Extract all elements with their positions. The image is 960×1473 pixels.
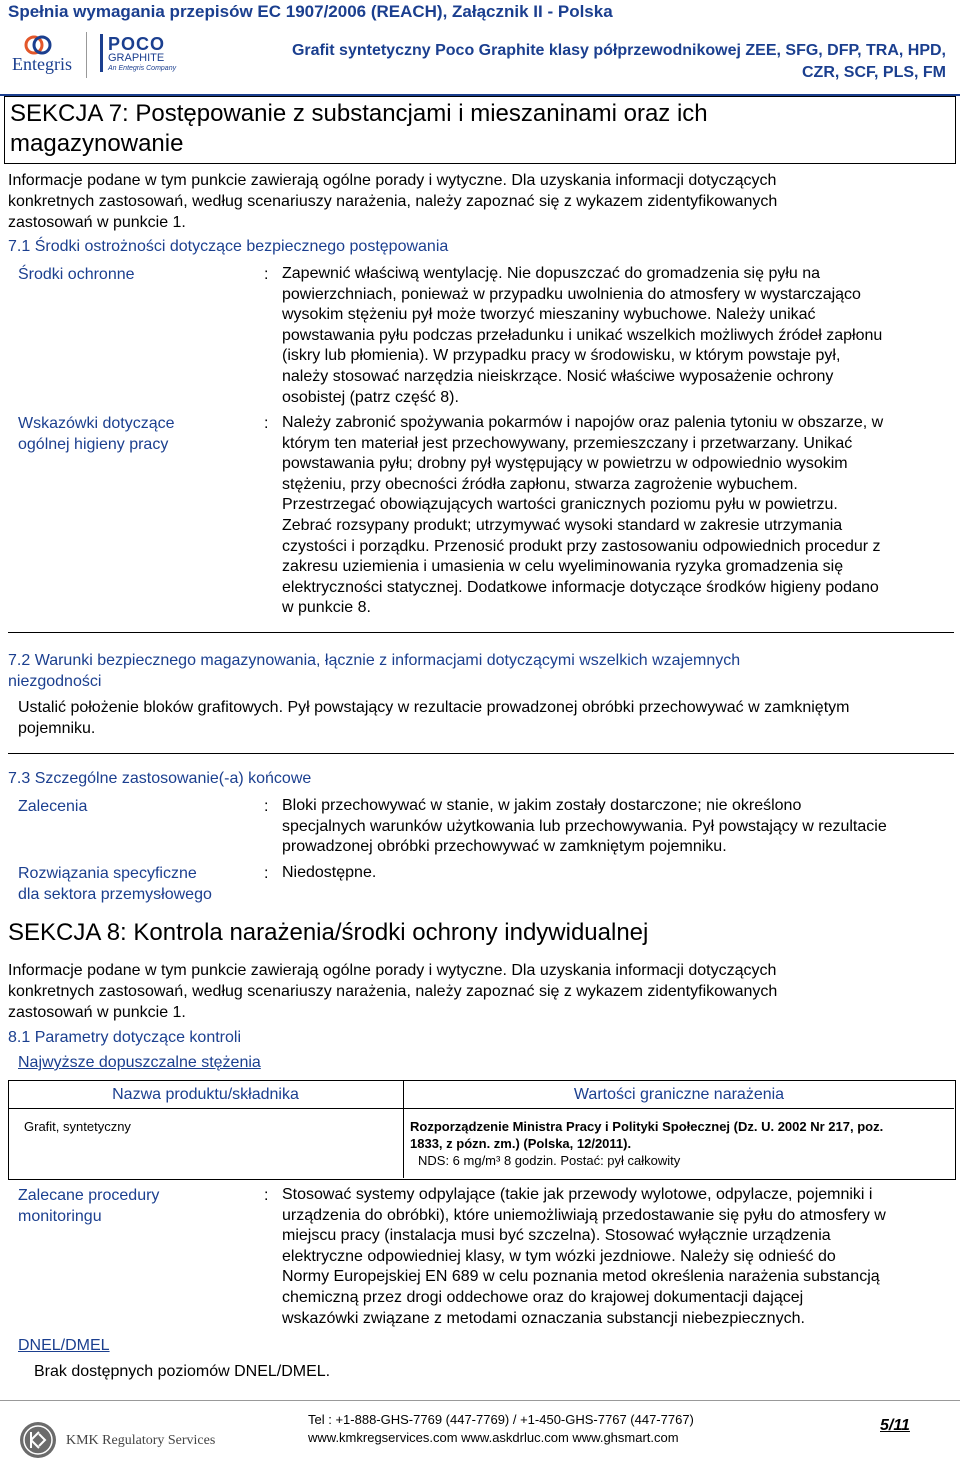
text-line: Zapewnić właściwą wentylację. Nie dopuszczać do gromadzenia się pyłu na (282, 265, 821, 282)
text-line: Normy Europejskiej EN 689 w celu poznania metod określenia narażenia substancją (282, 1268, 880, 1286)
text-line: osobistej (patrz część 8). (282, 388, 459, 406)
text-line: powstawania pyłu; drobny pył występujący w powietrzu w odpowiednio wysokim (282, 455, 848, 473)
limits-heading (18, 1052, 261, 1073)
entegris-logo-text: Entegris (12, 54, 72, 74)
text-line: czystości i porządku. Przenosić produkt przy zastosowaniu odpowiednich procedur z (282, 537, 881, 555)
section-8-1-title: 8.1 Parametry dotyczące kontroli (8, 1029, 241, 1046)
table-header-rule (8, 1108, 954, 1109)
text-line: specjalnych warunków użytkowania lub przechowywania. Pył powstający w rezultacie (282, 817, 887, 835)
section7-title-line: magazynowanie (10, 130, 184, 157)
hygiene-label (18, 413, 175, 455)
hygiene-value (282, 413, 883, 619)
poco-logo-bar (100, 34, 103, 72)
graphite-logo-text: GRAPHITE (108, 52, 165, 64)
text-line: elektryczne odpowiedniej klasy, w tym wózki jezdniowe. Należy się odnieść do (282, 1247, 836, 1265)
label-line: dla sektora przemysłowego (18, 886, 212, 903)
text-line: w punkcie 8. (282, 599, 371, 617)
dnel-value: Brak dostępnych poziomów DNEL/DMEL. (34, 1363, 331, 1380)
section7-title (10, 99, 910, 159)
limits-heading-text: Najwyższe dopuszczalne stężenia (18, 1054, 261, 1071)
section-7-2-text (18, 697, 849, 739)
colon: : (264, 266, 269, 283)
text-line: urządzenia do obróbki), które uniemożliwiają przedostawanie się pyłu do atmosfery w (282, 1206, 886, 1224)
monitoring-value (282, 1185, 886, 1329)
section-7-2-title (8, 650, 740, 692)
text-line: zakresu uziemienia i umasienia w celu wyeliminowania ryzyka gromadzenia się (282, 558, 844, 576)
text-line: Należy zabronić spożywania pokarmów i napojów oraz palenia tytoniu w obszarze, w (282, 414, 884, 431)
text-line: Stosować systemy odpylające (takie jak przewody wylotowe, odpylacze, pojemniki i (282, 1186, 873, 1203)
text-line: powstawania pyłu podczas przeładunku i unikać wszelkich możliwych źródeł zapłonu (282, 326, 883, 344)
cell-line: 1833, z pózn. zm.) (Polska, 12/2011). (410, 1136, 632, 1151)
divider (8, 632, 954, 633)
text-line: Przestrzegać obowiązujących wartości granicznych poziomu pyłu w powietrzu. (282, 496, 838, 514)
intro-line: Informacje podane w tym punkcie zawierają ogólne porady i wytyczne. Dla uzyskania informacji dotyczących (8, 172, 777, 189)
text-line: wysokim stężeniu pył może tworzyć mieszaniny wybuchowe. Należy unikać (282, 306, 816, 324)
intro-line: konkretnych zastosowań, według scenariuszy narażenia, należy zapoznać się z wykazem zidentyfikowanych (8, 983, 778, 1000)
footer-websites[interactable]: www.kmkregservices.com www.askdrluc.com www.ghsmart.com (308, 1430, 679, 1445)
product-title-line: Grafit syntetyczny Poco Graphite klasy półprzewodnikowej ZEE, SFG, DFP, TRA, HPD, (291, 42, 946, 59)
text-line: Ustalić położenie bloków grafitowych. Pył powstający w rezultacie prowadzonej obróbki przechowywać w zamkniętym (18, 699, 850, 716)
section7-intro (8, 170, 777, 233)
product-title (220, 40, 946, 84)
intro-line: konkretnych zastosowań, według scenariuszy narażenia, należy zapoznać się z wykazem zidentyfikowanych (8, 193, 778, 210)
text-line: stężeniu, przy obecności źródła zapłonu, stwarza zagrożenie wybuchem. (282, 475, 798, 493)
dnel-heading (18, 1335, 110, 1356)
label-line: Wskazówki dotyczące (18, 415, 175, 432)
text-line: Bloki przechowywać w stanie, w jakim zostały dostarczone; nie określono (282, 797, 802, 814)
text-line: (iskry lub płomienia). W przypadku pracy w środowisku, w którym powstaje pył, (282, 347, 841, 365)
kmk-company-name: KMK Regulatory Services (66, 1433, 216, 1448)
section8-title: SEKCJA 8: Kontrola narażenia/środki ochrony indywidualnej (8, 919, 649, 946)
text-line: chemiczną przez drogi oddechowe oraz do krajowej dokumentacji dającej (282, 1288, 804, 1306)
label-line: ogólnej higieny pracy (18, 436, 169, 453)
monitoring-label (18, 1185, 159, 1227)
title-line: niezgodności (8, 673, 102, 690)
text-line: należy stosować narzędzia nieiskrzące. Nosić właściwe wyposażenie ochrony (282, 367, 834, 385)
footer-rule (0, 1400, 960, 1401)
text-line: Zebrać rozsypany produkt; utrzymywać wysoki standard w zakresie utrzymania (282, 516, 843, 534)
page-number (880, 1417, 910, 1435)
intro-line: Informacje podane w tym punkcie zawierają ogólne porady i wytyczne. Dla uzyskania informacji dotyczących (8, 962, 777, 979)
protective-measures-label: Środki ochronne (18, 266, 135, 283)
intro-line: zastosowań w punkcie 1. (8, 1004, 186, 1021)
section-7-1-title: 7.1 Środki ostrożności dotyczące bezpiecznego postępowania (8, 238, 449, 255)
text-line: elektryczności statycznej. Dodatkowe informacje dotyczące środków higieny podano (282, 578, 879, 596)
colon: : (264, 1187, 269, 1204)
industry-solutions-value: Niedostępne. (282, 864, 377, 881)
company-logo-text: An Entegris Company (108, 65, 177, 72)
text-line: powierzchniach, ponieważ w przypadku uwolnienia do atmosfery w wystarczająco (282, 285, 861, 303)
text-line: którym ten materiał jest przechowywany, przemieszczany i przetwarzany. Unikać (282, 434, 853, 452)
poco-logo-text: POCO (108, 34, 166, 54)
text-line: prowadzonej obróbki przechowywać w zamkniętym pojemniku. (282, 838, 727, 856)
divider (8, 753, 954, 754)
label-line: monitoringu (18, 1208, 102, 1225)
protective-measures-value (282, 264, 882, 408)
section7-title-line: SEKCJA 7: Postępowanie z substancjami i mieszaninami oraz ich (10, 100, 708, 127)
section-7-3-title: 7.3 Szczególne zastosowanie(-a) końcowe (8, 770, 312, 787)
table-cell-regulation (410, 1118, 883, 1152)
poco-logo (92, 34, 192, 78)
cell-line: Rozporządzenie Ministra Pracy i Polityki Społecznej (Dz. U. 2002 Nr 217, poz. (410, 1119, 884, 1134)
regulation-banner: Spełnia wymagania przepisów EC 1907/2006 (REACH), Załącznik II - Polska (8, 2, 613, 21)
colon: : (264, 798, 269, 815)
text-line: miejscu pracy (instalacja musi być szczelna). Stosować wyłącznie urządzenia (282, 1227, 831, 1245)
table-header-product: Nazwa produktu/składnika (112, 1086, 299, 1103)
logo-divider (86, 32, 87, 78)
table-header-limits: Wartości graniczne narażenia (573, 1086, 785, 1103)
colon: : (264, 865, 269, 882)
text-line: wskazówki związane z metodami oznaczania substancji niebezpiecznych. (282, 1309, 805, 1327)
page-number-text: 5/11 (880, 1417, 910, 1434)
label-line: Rozwiązania specyficzne (18, 865, 197, 882)
product-title-line: CZR, SCF, PLS, FM (802, 64, 946, 81)
industry-solutions-label (18, 863, 212, 905)
entegris-logo (12, 34, 82, 74)
kmk-logo-icon (18, 1420, 58, 1460)
colon: : (264, 415, 269, 432)
text-line: pojemniku. (18, 720, 96, 737)
table-cell-product: Grafit, syntetyczny (24, 1119, 131, 1134)
dnel-heading-text: DNEL/DMEL (18, 1337, 110, 1354)
table-cell-nds: NDS: 6 mg/m³ 8 godzin. Postać: pył całkowity (418, 1153, 681, 1168)
title-line: 7.2 Warunki bezpiecznego magazynowania, łącznie z informacjami dotyczącymi wszelkich wzajemnych (8, 652, 741, 669)
recommendations-value (282, 796, 887, 858)
intro-line: zastosowań w punkcie 1. (8, 214, 186, 231)
recommendations-label: Zalecenia (18, 798, 88, 815)
footer-phone: Tel : +1-888-GHS-7769 (447-7769) / +1-450-GHS-7767 (447-7767) (308, 1412, 694, 1427)
label-line: Zalecane procedury (18, 1187, 160, 1204)
section8-intro (8, 960, 777, 1023)
